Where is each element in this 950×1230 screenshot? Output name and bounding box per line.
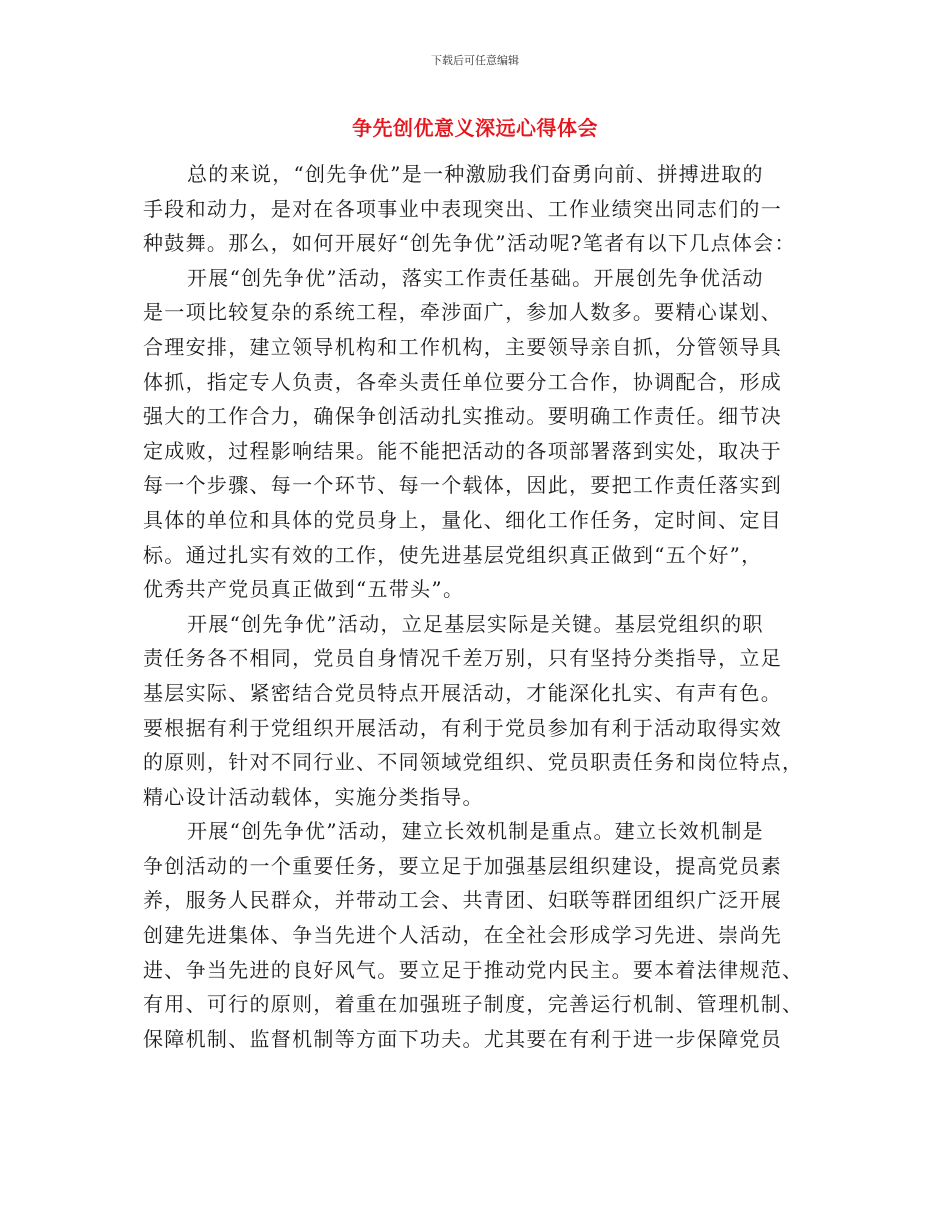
paragraph xyxy=(143,261,811,607)
document-body xyxy=(143,157,811,1056)
document-title: 争先创优意义深远心得体会 xyxy=(352,116,598,140)
text-line: 优秀共产党员真正做到“五带头”。 xyxy=(143,577,465,602)
text-line: 责任务各不相同，党员自身情况千差万别，只有坚持分类指导，立足 xyxy=(143,646,782,671)
page-header: 下载后可任意编辑 xyxy=(431,54,519,67)
text-line: 保障机制、监督机制等方面下功夫。尤其要在有利于进一步保障党员 xyxy=(143,1026,782,1051)
text-line: 基层实际、紧密结合党员特点开展活动，才能深化扎实、有声有色。 xyxy=(143,680,782,705)
text-line: 开展“创先争优”活动，落实工作责任基础。开展创先争优活动 xyxy=(187,265,764,290)
text-line: 种鼓舞。那么，如何开展好“创先争优”活动呢?笔者有以下几点体会： xyxy=(143,231,796,256)
text-line: 养，服务人民群众，并带动工会、共青团、妇联等群团组织广泛开展 xyxy=(143,888,782,913)
paragraph xyxy=(143,814,811,1056)
text-line: 进、争当先进的良好风气。要立足于推动党内民主。要本着法律规范、 xyxy=(143,957,804,982)
text-line: 手段和动力，是对在各项事业中表现突出、工作业绩突出同志们的一 xyxy=(143,196,782,221)
text-line: 的原则，针对不同行业、不同领域党组织、党员职责任务和岗位特点， xyxy=(143,750,804,775)
text-line: 开展“创先争优”活动，建立长效机制是重点。建立长效机制是 xyxy=(187,819,764,844)
text-line: 体抓，指定专人负责，各牵头责任单位要分工合作，协调配合，形成 xyxy=(143,369,782,394)
text-line: 总的来说，“创先争优”是一种激励我们奋勇向前、拼搏进取的 xyxy=(187,162,764,186)
text-line: 强大的工作合力，确保争创活动扎实推动。要明确工作责任。细节决 xyxy=(143,404,782,429)
text-line: 每一个步骤、每一个环节、每一个载体，因此，要把工作责任落实到 xyxy=(143,473,782,498)
text-line: 争创活动的一个重要任务，要立足于加强基层组织建设，提高党员素 xyxy=(143,853,782,878)
text-line: 有用、可行的原则，着重在加强班子制度，完善运行机制、管理机制、 xyxy=(143,992,804,1017)
text-line: 要根据有利于党组织开展活动，有利于党员参加有利于活动取得实效 xyxy=(143,715,782,740)
paragraph xyxy=(143,607,811,815)
text-line: 是一项比较复杂的系统工程，牵涉面广，参加人数多。要精心谋划、 xyxy=(143,300,782,325)
text-line: 创建先进集体、争当先进个人活动，在全社会形成学习先进、崇尚先 xyxy=(143,923,782,948)
text-line: 合理安排，建立领导机构和工作机构，主要领导亲自抓，分管领导具 xyxy=(143,334,782,359)
text-line: 精心设计活动载体，实施分类指导。 xyxy=(143,784,484,809)
text-line: 定成败，过程影响结果。能不能把活动的各项部署落到实处，取决于 xyxy=(143,438,782,463)
text-line: 具体的单位和具体的党员身上，量化、细化工作任务，定时间、定目 xyxy=(143,507,782,532)
text-line: 开展“创先争优”活动，立足基层实际是关键。基层党组织的职 xyxy=(187,611,764,636)
text-line: 标。通过扎实有效的工作，使先进基层党组织真正做到“五个好”， xyxy=(143,542,763,567)
paragraph xyxy=(143,157,811,261)
